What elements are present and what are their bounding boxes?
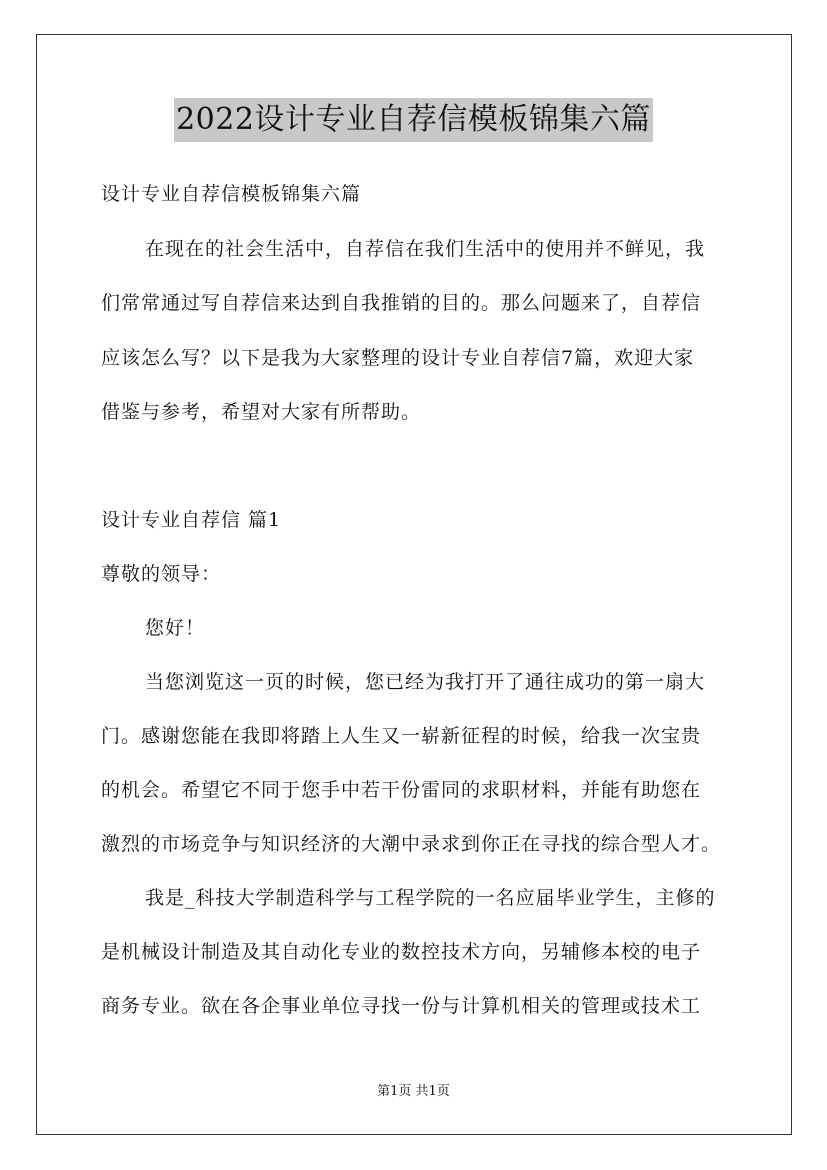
greeting: 您好！: [145, 617, 206, 639]
paragraph-line: 门。感谢您能在我即将踏上人生又一崭新征程的时候，给我一次宝贵: [101, 725, 702, 747]
document-title: 2022设计专业自荐信模板锦集六篇: [174, 98, 653, 142]
salutation: 尊敬的领导：: [101, 563, 222, 585]
paragraph-line: 借鉴与参考，希望对大家有所帮助。: [101, 401, 422, 423]
paragraph-line: 我是_科技大学制造科学与工程学院的一名应届毕业学生，主修的: [145, 887, 716, 909]
page-footer: 第1页 共1页: [377, 1084, 450, 1099]
paragraph-line: 是机械设计制造及其自动化专业的数控技术方向，另辅修本校的电子: [101, 941, 702, 963]
paragraph-line: 在现在的社会生活中，自荐信在我们生活中的使用并不鲜见，我: [145, 238, 706, 260]
paragraph-line: 应该怎么写？以下是我为大家整理的设计专业自荐信7篇，欢迎大家: [101, 347, 695, 369]
paragraph-line: 商务专业。欲在各企事业单位寻找一份与计算机相关的管理或技术工: [101, 995, 702, 1017]
paragraph-line: 激烈的市场竞争与知识经济的大潮中录求到你正在寻找的综合型人才。: [101, 833, 722, 855]
title-container: [0, 98, 827, 142]
paragraph-line: 当您浏览这一页的时候，您已经为我打开了通往成功的第一扇大: [145, 671, 706, 693]
paragraph-line: 们常常通过写自荐信来达到自我推销的目的。那么问题来了，自荐信: [101, 292, 702, 314]
section-heading: 设计专业自荐信 篇1: [101, 509, 282, 531]
subtitle-line: 设计专业自荐信模板锦集六篇: [101, 183, 362, 205]
paragraph-line: 的机会。希望它不同于您手中若干份雷同的求职材料，并能有助您在: [101, 779, 702, 801]
